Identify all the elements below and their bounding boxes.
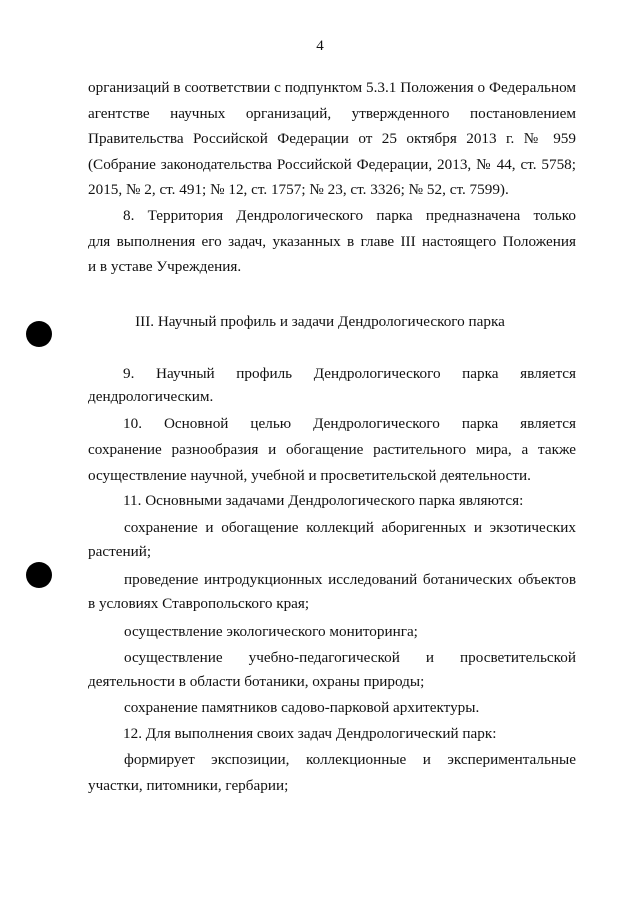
continuation-line-2: агентстве научных организаций, утвержденного постановлением: [88, 105, 576, 122]
task-1-line-1: сохранение и обогащение коллекций аборигенных и экзотических: [124, 519, 576, 536]
task-3-line-1: осуществление экологического мониторинга;: [124, 623, 418, 640]
continuation-line-5: 2015, № 2, ст. 491; № 12, ст. 1757; № 23, ст. 3326; № 52, ст. 7599).: [88, 181, 509, 198]
paragraph-10-line-3: осуществление научной, учебной и просветительской деятельности.: [88, 467, 531, 484]
paragraph-12-line-1: 12. Для выполнения своих задач Дендрологический парк:: [123, 725, 497, 742]
task-2-line-1: проведение интродукционных исследований ботанических объектов: [124, 571, 576, 588]
continuation-line-3: Правительства Российской Федерации от 25 октября 2013 г. № 959: [88, 130, 576, 147]
paragraph-10-line-2: сохранение разнообразия и обогащение растительного мира, а также: [88, 441, 576, 458]
paragraph-12-line-3: участки, питомники, гербарии;: [88, 777, 289, 794]
punch-hole-bottom: [26, 562, 52, 588]
paragraph-8-line-1: 8. Территория Дендрологического парка предназначена только: [123, 207, 576, 224]
continuation-line-4: (Собрание законодательства Российской Федерации, 2013, № 44, ст. 5758;: [88, 156, 576, 173]
paragraph-12-line-2: формирует экспозиции, коллекционные и экспериментальные: [124, 751, 576, 768]
task-5-line-1: сохранение памятников садово-парковой архитектуры.: [124, 699, 480, 716]
section-heading: III. Научный профиль и задачи Дендрологического парка: [135, 313, 505, 330]
task-1-line-2: растений;: [88, 543, 152, 560]
paragraph-11-line-1: 11. Основными задачами Дендрологического парка являются:: [123, 492, 524, 509]
paragraph-9-line-1: 9. Научный профиль Дендрологического парка является: [123, 365, 576, 382]
paragraph-8-line-3: и в уставе Учреждения.: [88, 258, 242, 275]
task-2-line-2: в условиях Ставропольского края;: [88, 595, 310, 612]
paragraph-8-line-2: для выполнения его задач, указанных в главе III настоящего Положения: [88, 233, 576, 250]
paragraph-10-line-1: 10. Основной целью Дендрологического парка является: [123, 415, 576, 432]
continuation-line-1: организаций в соответствии с подпунктом 5.3.1 Положения о Федеральном: [88, 79, 576, 96]
task-4-line-2: деятельности в области ботаники, охраны природы;: [88, 673, 425, 690]
page-number: 4: [316, 38, 324, 54]
punch-hole-top: [26, 321, 52, 347]
task-4-line-1: осуществление учебно-педагогической и просветительской: [124, 649, 576, 666]
paragraph-9-line-2: дендрологическим.: [88, 388, 214, 405]
